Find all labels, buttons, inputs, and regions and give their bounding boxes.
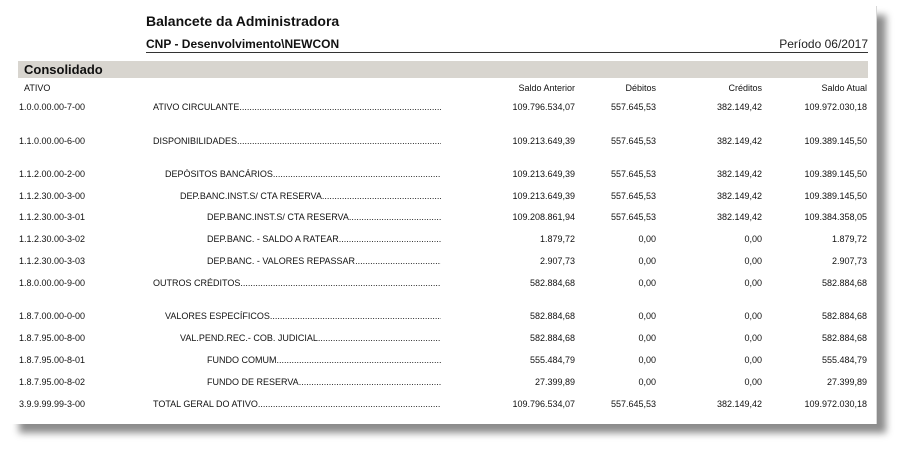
column-header-debitos: Débitos [625,83,656,93]
creditos-cell: 382.149,42 [716,212,762,222]
saldo-anterior-cell: 109.213.649,39 [512,169,575,179]
creditos-cell: 382.149,42 [716,169,762,179]
section-title: Consolidado [24,62,103,77]
account-code: 1.1.2.30.00-3-03 [19,256,86,266]
saldo-atual-cell: 109.972.030,18 [804,399,867,409]
column-header-creditos: Créditos [728,83,762,93]
account-description: OUTROS CRÉDITOS ..... [153,278,441,288]
debitos-cell: 0,00 [638,234,656,244]
debitos-cell: 557.645,53 [610,102,656,112]
column-header-group: ATIVO [24,83,51,93]
account-code: 1.1.0.00.00-6-00 [19,136,86,146]
account-description: ATIVO CIRCULANTE ..... [153,102,441,112]
debitos-cell: 0,00 [638,311,656,321]
debitos-cell: 557.645,53 [610,399,656,409]
table-row [10,333,876,347]
table-row [10,377,876,391]
creditos-cell: 0,00 [744,278,762,288]
table-row [10,212,876,226]
saldo-anterior-cell: 555.484,79 [529,355,575,365]
table-row [10,102,876,116]
table-row [10,311,876,325]
account-code: 1.8.7.00.00-0-00 [19,311,86,321]
saldo-atual-cell: 109.972.030,18 [804,102,867,112]
creditos-cell: 382.149,42 [716,102,762,112]
column-header-saldo-atual: Saldo Atual [821,83,867,93]
saldo-atual-cell: 109.384.358,05 [804,212,867,222]
saldo-anterior-cell: 109.796.534,07 [512,399,575,409]
debitos-cell: 0,00 [638,377,656,387]
table-row [10,399,876,413]
saldo-atual-cell: 555.484,79 [821,355,867,365]
table-row [10,234,876,248]
saldo-atual-cell: 1.879,72 [831,234,867,244]
table-row [10,191,876,205]
account-description: DEP.BANC.INST.S/ CTA RESERVA ..... [180,191,441,201]
account-code: 1.1.2.30.00-3-02 [19,234,86,244]
saldo-anterior-cell: 109.796.534,07 [512,102,575,112]
creditos-cell: 0,00 [744,377,762,387]
creditos-cell: 382.149,42 [716,136,762,146]
saldo-anterior-cell: 109.213.649,39 [512,191,575,201]
account-code: 1.8.0.00.00-9-00 [19,278,86,288]
account-description: DEP.BANC. - SALDO A RATEAR ..... [207,234,441,244]
account-code: 1.1.2.00.00-2-00 [19,169,86,179]
table-row [10,355,876,369]
table-row [10,136,876,150]
saldo-atual-cell: 27.399,89 [826,377,867,387]
account-code: 1.1.2.30.00-3-00 [19,191,86,201]
account-code: 1.8.7.95.00-8-00 [19,333,86,343]
debitos-cell: 0,00 [638,278,656,288]
saldo-atual-cell: 582.884,68 [821,278,867,288]
creditos-cell: 0,00 [744,234,762,244]
account-description: VAL.PEND.REC.- COB. JUDICIAL ..... [180,333,441,343]
account-code: 1.1.2.30.00-3-01 [19,212,86,222]
creditos-cell: 0,00 [744,256,762,266]
account-code: 1.0.0.00.00-7-00 [19,102,86,112]
debitos-cell: 557.645,53 [610,191,656,201]
table-row [10,169,876,183]
account-code: 3.9.9.99.99-3-00 [19,399,86,409]
account-description: DEP.BANC.INST.S/ CTA RESERVA ..... [207,212,441,222]
saldo-anterior-cell: 1.879,72 [539,234,575,244]
account-description: FUNDO DE RESERVA ..... [207,377,441,387]
debitos-cell: 0,00 [638,256,656,266]
header-divider [146,52,868,53]
saldo-anterior-cell: 109.208.861,94 [512,212,575,222]
saldo-atual-cell: 109.389.145,50 [804,169,867,179]
debitos-cell: 557.645,53 [610,212,656,222]
saldo-atual-cell: 582.884,68 [821,333,867,343]
table-row [10,278,876,292]
account-description: DISPONIBILIDADES ..... [153,136,441,146]
table-row [10,256,876,270]
account-description: FUNDO COMUM ..... [207,355,441,365]
saldo-anterior-cell: 582.884,68 [529,311,575,321]
account-description: DEPÓSITOS BANCÁRIOS ..... [165,169,441,179]
saldo-anterior-cell: 109.213.649,39 [512,136,575,146]
creditos-cell: 0,00 [744,333,762,343]
report-page [10,6,877,424]
saldo-atual-cell: 109.389.145,50 [804,136,867,146]
report-subtitle: CNP - Desenvolvimento\NEWCON [146,37,340,51]
creditos-cell: 0,00 [744,355,762,365]
report-period: Período 06/2017 [779,37,868,51]
section-band [18,61,868,78]
creditos-cell: 382.149,42 [716,399,762,409]
debitos-cell: 557.645,53 [610,136,656,146]
account-description: TOTAL GERAL DO ATIVO ..... [153,399,441,409]
saldo-atual-cell: 109.389.145,50 [804,191,867,201]
account-description: VALORES ESPECÍFICOS ..... [165,311,441,321]
saldo-atual-cell: 2.907,73 [831,256,867,266]
saldo-anterior-cell: 2.907,73 [539,256,575,266]
account-code: 1.8.7.95.00-8-02 [19,377,86,387]
column-header-saldo-anterior: Saldo Anterior [518,83,575,93]
debitos-cell: 557.645,53 [610,169,656,179]
creditos-cell: 0,00 [744,311,762,321]
account-description: DEP.BANC. - VALORES REPASSAR ..... [207,256,441,266]
saldo-atual-cell: 582.884,68 [821,311,867,321]
debitos-cell: 0,00 [638,333,656,343]
saldo-anterior-cell: 582.884,68 [529,278,575,288]
creditos-cell: 382.149,42 [716,191,762,201]
saldo-anterior-cell: 27.399,89 [534,377,575,387]
account-code: 1.8.7.95.00-8-01 [19,355,86,365]
report-title: Balancete da Administradora [146,13,340,29]
saldo-anterior-cell: 582.884,68 [529,333,575,343]
debitos-cell: 0,00 [638,355,656,365]
